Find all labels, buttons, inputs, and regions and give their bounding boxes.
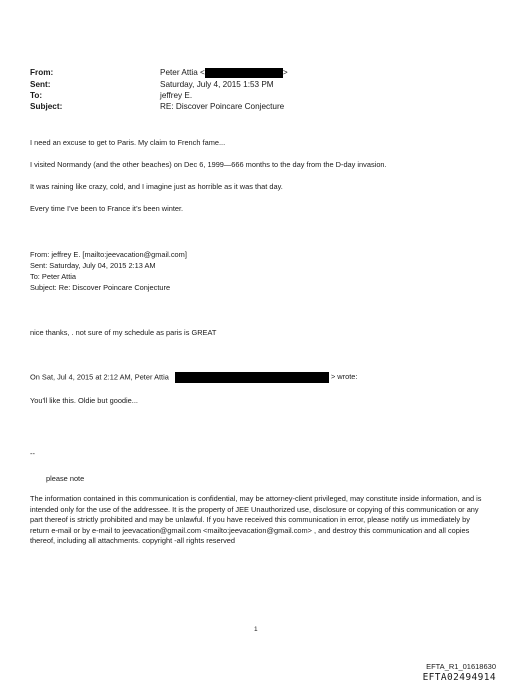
- sent-label: Sent:: [30, 80, 51, 89]
- quoted-from: From: jeffrey E. [mailto:jeevacation@gmail.com]: [30, 250, 187, 259]
- efta-stamp-small: EFTA_R1_01618630: [426, 662, 496, 671]
- wrote-line: [30, 372, 357, 383]
- redaction-bar: [175, 372, 329, 383]
- body-line-4: Every time I’ve been to France it’s been winter.: [30, 204, 184, 213]
- from-value: [160, 68, 288, 78]
- subject-value: RE: Discover Poincare Conjecture: [160, 102, 285, 111]
- quote-line: You'll like this. Oldie but goodie...: [30, 396, 138, 405]
- disclaimer-paragraph: The information contained in this communication is confidential, may be attorney-client privileged, may constitute inside information, and is intended only for the use of the addressee. It is the property of JEE Unauthorized use, disclosure or copying of this communication or any part thereof is strictly prohibited and may be unlawful. If you have received this communication in error, please notify us immediately by return e-mail or by e-mail to jeevacation@gmail.com <mailto:jeevacation@gmail.com> , and destroy this communication and all copies thereof, including all attachments. copyright -all rights reserved: [30, 494, 482, 545]
- quoted-sent: Sent: Saturday, July 04, 2015 2:13 AM: [30, 261, 156, 270]
- signature-dash: --: [30, 449, 35, 458]
- wrote-prefix: On Sat, Jul 4, 2015 at 2:12 AM, Peter Attia: [30, 372, 169, 382]
- from-tail: >: [282, 68, 288, 78]
- redaction-bar: [205, 68, 283, 78]
- to-label: To:: [30, 91, 43, 100]
- sent-value: Saturday, July 4, 2015 1:53 PM: [160, 80, 274, 89]
- quoted-subject: Subject: Re: Discover Poincare Conjecture: [30, 283, 171, 292]
- body-line-2: I visited Normandy (and the other beaches) on Dec 6, 1999—666 months to the day from the D-day invasion.: [30, 160, 387, 169]
- please-note: please note: [46, 474, 85, 483]
- to-value: jeffrey E.: [160, 91, 193, 100]
- wrote-suffix: > wrote:: [330, 372, 358, 382]
- quoted-to: To: Peter Attia: [30, 272, 77, 281]
- from-label: From:: [30, 68, 54, 77]
- reply-line: nice thanks, . not sure of my schedule as paris is GREAT: [30, 328, 217, 337]
- from-name: Peter Attia <: [160, 68, 205, 78]
- efta-stamp-large: EFTA02494914: [422, 672, 496, 683]
- subject-label: Subject:: [30, 102, 63, 111]
- body-line-1: I need an excuse to get to Paris. My claim to French fame...: [30, 138, 226, 147]
- page-number: 1: [254, 626, 258, 633]
- body-line-3: It was raining like crazy, cold, and I imagine just as horrible as it was that day.: [30, 182, 283, 191]
